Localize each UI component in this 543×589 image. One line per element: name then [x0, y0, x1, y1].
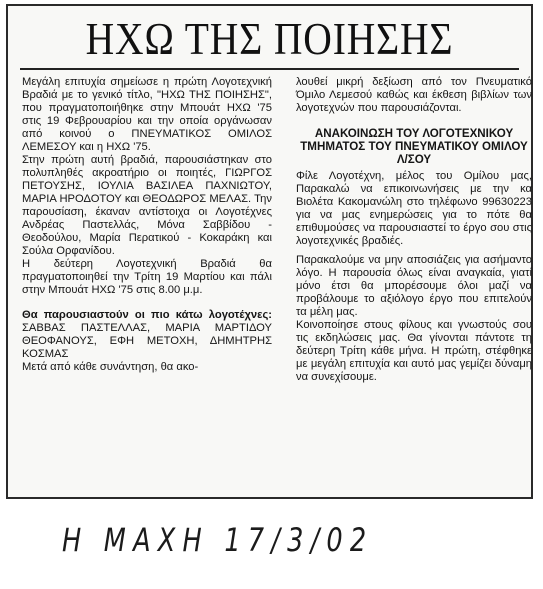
right-paragraph-4: Κοινοποίησε στους φίλους και γνωστούς σου τις εκδηλώσεις μας. Θα γίνονται πάντοτε τη δεύτερη Τρίτη κάθε μήνα. Η πρώτη, στέφθηκε με μεγάλη επιτυχία και αυτό μας γεμίζει δύναμη να συνεχίσουμε.: [296, 319, 532, 383]
handwritten-source-note: Η ΜΑΧΗ 17/3/02: [62, 521, 374, 559]
left-paragraph-3: Η δεύτερη Λογοτεχνική Βραδιά θα πραγματοποιηθεί την Τρίτη 19 Μαρτίου και πάλι στην Μπουάτ ΗΧΩ '75 στις 8.00 μ.μ.: [22, 258, 272, 296]
left-paragraph-1: Μεγάλη επιτυχία σημείωσε η πρώτη Λογοτεχνική Βραδιά με το γενικό τίτλο, "ΗΧΩ ΤΗΣ ΠΟΙΗΣΗΣ", που πραγματοποιήθηκε στην Μπουάτ ΗΧΩ '75 στις 19 Φεβρουαρίου και την οποία οργάνωσαν από κοινού ο ΠΝΕΥΜΑΤΙΚΟΣ ΟΜΙΛΟΣ ΛΕΜΕΣΟΥ και η ΗΧΩ '75.: [22, 76, 272, 153]
presenters-list: ΣΑΒΒΑΣ ΠΑΣΤΕΛΛΑΣ, ΜΑΡΙΑ ΜΑΡΤΙΔΟΥ ΘΕΟΦΑΝΟΥΣ, ΕΦΗ ΜΕΤΟΧΗ, ΔΗΜΗΤΡΗΣ ΚΟΣΜΑΣ: [22, 322, 272, 360]
newspaper-clipping: [6, 4, 533, 499]
left-paragraph-4: [22, 309, 272, 361]
title-rule: [20, 68, 519, 70]
left-paragraph-5: Μετά από κάθε συνάντηση, θα ακο-: [22, 361, 199, 373]
left-paragraph-2: Στην πρώτη αυτή βραδιά, παρουσιάστηκαν στο πολυπληθές ακροατήριο οι ποιητές, ΓΙΩΡΓΟΣ ΠΕΤΟΥΣΗΣ, ΙΟΥΛΙΑ ΒΑΣΙΛΕΑ ΠΑΧΝΙΩΤΟΥ, ΜΑΡΙΑ ΗΡΟΔΟΤΟΥ και ΘΕΟΔΩΡΟΣ ΜΕΛΑΣ. Την παρουσίαση, έκαναν αντίστοιχα οι Λογοτέχνες Ανδρέας Παστελλάς, Μόνα Σαββίδου - Θεοδούλου, Μαρία Περατικού - Κοκαράκη και Σούλα Ορφανίδου.: [22, 154, 272, 257]
right-paragraph-2: Φίλε Λογοτέχνη, μέλος του Ομίλου μας, Παρακαλώ να επικοινωνήσεις με την κα Βιολέτα Κακομανώλη στο τηλέφωνο 99630223 για να μας ενημερώσεις για το πότε θα επιθυμούσες να παρουσιαστεί το έργο σου στις λογοτεχνικές βραδιές.: [296, 170, 532, 247]
presenters-heading: Θα παρουσιαστούν οι πιο κάτω λογοτέχνες:: [22, 309, 272, 321]
right-column: [296, 76, 532, 384]
right-paragraph-3: Παρακαλούμε να μην αποσιάζεις για ασήμαντο λόγο. Η παρουσία όλως είναι αναγκαία, γιατί μόνο έτσι θα μπορέσουμε όλοι μαζί να προβάλουμε το αξιόλογο έργο που επιτελούν τα μέλη μας.: [296, 254, 532, 318]
right-paragraph-1: λουθεί μικρή δεξίωση από τον Πνευματικό Όμιλο Λεμεσού καθώς και έκθεση βιβλίων των λογοτεχνών που παρουσιάζονται.: [296, 76, 532, 114]
left-column: [22, 76, 272, 374]
article-title: ΗΧΩ ΤΗΣ ΠΟΙΗΣΗΣ: [85, 13, 454, 64]
announcement-title: ΑΝΑΚΟΙΝΩΣΗ ΤΟΥ ΛΟΓΟΤΕΧΝΙΚΟΥ ΤΜΗΜΑΤΟΣ ΤΟΥ ΠΝΕΥΜΑΤΙΚΟΥ ΟΜΙΛΟΥ Λ/ΣΟΥ: [300, 127, 528, 166]
